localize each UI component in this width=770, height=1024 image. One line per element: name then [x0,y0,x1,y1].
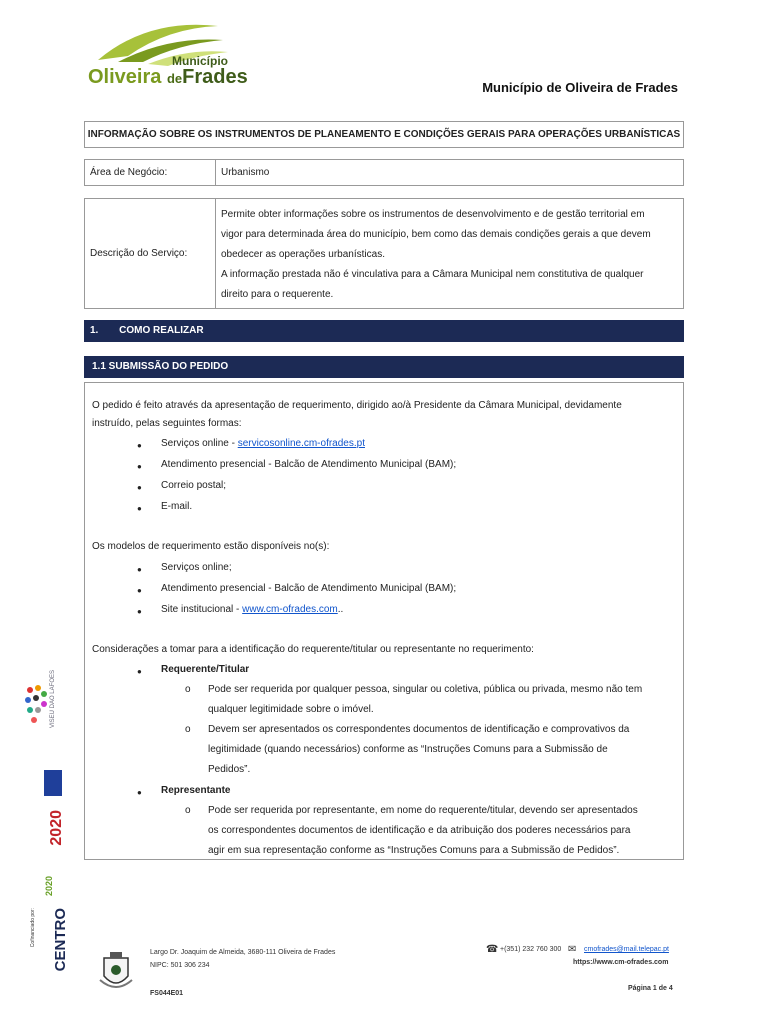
viseu-dao-lafoes-logo-icon [22,680,52,740]
portugal-2020-label: 2020 [48,810,65,846]
sub-item-line: Pedidos”. [208,764,251,775]
section-como-realizar [84,320,684,342]
logo-municipio: Município [172,54,228,68]
section-submissao [84,356,684,378]
logo-name [88,66,248,89]
bullet-icon: ● [137,586,142,595]
centro-years: 2020 [44,876,54,897]
service-line: direito para o requerente. [221,288,334,300]
sub-item-line: qualquer legitimidade sobre o imóvel. [208,704,374,715]
sub-item [208,720,674,780]
bullet-icon: ● [137,504,142,513]
site-link[interactable]: www.cm-ofrades.com [242,604,338,615]
servicos-online-link[interactable]: servicosonline.cm-ofrades.pt [237,438,365,449]
phone-icon: ☎ [486,944,499,955]
side-logos [22,660,72,980]
footer-nipc: NIPC: 501 306 234 [150,962,210,969]
sub-item-line: Pode ser requerida por representante, em nome do requerente/titular, devendo ser apresentados [208,805,638,816]
list-item: Serviços online; [161,562,232,573]
footer-address: Largo Dr. Joaquim de Almeida, 3680-111 Oliveira de Frades [150,949,336,956]
list-item-text: Serviços online - [161,438,238,449]
footer-code: FS044E01 [150,990,184,997]
bullet-icon: ● [137,565,142,574]
footer-phone: +(351) 232 760 300 [500,946,562,953]
email-icon: ✉ [568,944,577,955]
intro-line: O pedido é feito através da apresentação de requerimento, dirigido ao/à Presidente da Câmara Municipal, devidamente [92,400,622,411]
area-table [84,159,684,186]
sub-item-line: Devem ser apresentados os correspondentes documentos de identificação e comprovativos da [208,724,630,735]
service-line: Permite obter informações sobre os instrumentos de desenvolvimento e de gestão territorial em [221,208,645,220]
service-label: Descrição do Serviço: [85,199,216,309]
service-line: vigor para determinada área do município, bem como das demais condições gerais a que devem [221,228,651,240]
sub-item [208,801,674,861]
footer-email[interactable]: cmofrades@mail.telepac.pt [584,946,669,953]
list-item: Atendimento presencial - Balcão de Atendimento Municipal (BAM); [161,583,457,594]
logo-word-frades: Frades [182,66,248,88]
list-item: E-mail. [161,501,193,512]
cofinanciado-label: Cofinanciado por: [30,908,36,948]
list-item: Atendimento presencial - Balcão de Atendimento Municipal (BAM); [161,459,457,470]
footer-website: https://www.cm-ofrades.com [573,959,669,966]
service-line: obedecer as operações urbanísticas. [221,248,385,260]
bullet-icon: ● [137,483,142,492]
list-item [161,434,365,454]
intro-line: instruído, pelas seguintes formas: [92,418,242,429]
section-number: 1. [90,325,99,336]
area-value: Urbanismo [216,160,684,186]
bullet-icon: ● [137,462,142,471]
representante-title: Representante [161,785,231,796]
list-item [161,600,343,620]
bullet-icon: ● [137,667,142,676]
subsection-title: 1.1 SUBMISSÃO DO PEDIDO [92,361,229,372]
bullet-icon: ● [137,607,142,616]
bullet-icon: ● [137,788,142,797]
models-intro: Os modelos de requerimento estão disponíveis no(s): [92,541,330,552]
list-item-suffix: .. [337,604,344,615]
area-label: Área de Negócio: [85,160,216,186]
org-title: Município de Oliveira de Frades [482,80,678,95]
footer-page: Página 1 de 4 [628,985,673,992]
sub-item-line: legitimidade (quando necessários) conforme as “Instruções Comuns para a Submissão de [208,744,608,755]
logo-word-de: de [166,71,183,86]
list-item-text: Site institucional - [161,604,243,615]
list-item: Correio postal; [161,480,227,491]
sub-bullet-icon: o [185,724,191,735]
sub-bullet-icon: o [185,684,191,695]
section-title: COMO REALIZAR [119,325,204,336]
municipality-logo [88,18,248,88]
sub-item [208,680,674,720]
centro-label: CENTRO [52,908,69,972]
sub-item-line: Pode ser requerida por qualquer pessoa, singular ou coletiva, pública ou privada, mesmo não tem [208,684,643,695]
requerente-title: Requerente/Titular [161,664,250,675]
viseu-label: VISEU DÃO LAFÕES [50,670,56,729]
sub-item-line: agir em sua representação conforme as “Instruções Comuns para a Submissão de Pedidos”. [208,845,620,856]
sub-item-line: os correspondentes documentos de identificação e da atribuição dos poderes necessários para [208,825,631,836]
bullet-icon: ● [137,441,142,450]
service-description [216,199,684,309]
considerations: Considerações a tomar para a identificação do requerente/titular ou representante no requerimento: [92,644,534,655]
document-title: INFORMAÇÃO SOBRE OS INSTRUMENTOS DE PLANEAMENTO E CONDIÇÕES GERAIS PARA OPERAÇÕES URBANÍSTICAS [84,121,684,148]
coat-of-arms-icon [96,950,136,994]
service-line: A informação prestada não é vinculativa para a Câmara Municipal nem constitutiva de qualquer [221,268,644,280]
sub-bullet-icon: o [185,805,191,816]
eu-flag-icon [44,770,62,796]
logo-word-oliveira: Oliveira [88,66,162,88]
service-table [84,198,684,309]
